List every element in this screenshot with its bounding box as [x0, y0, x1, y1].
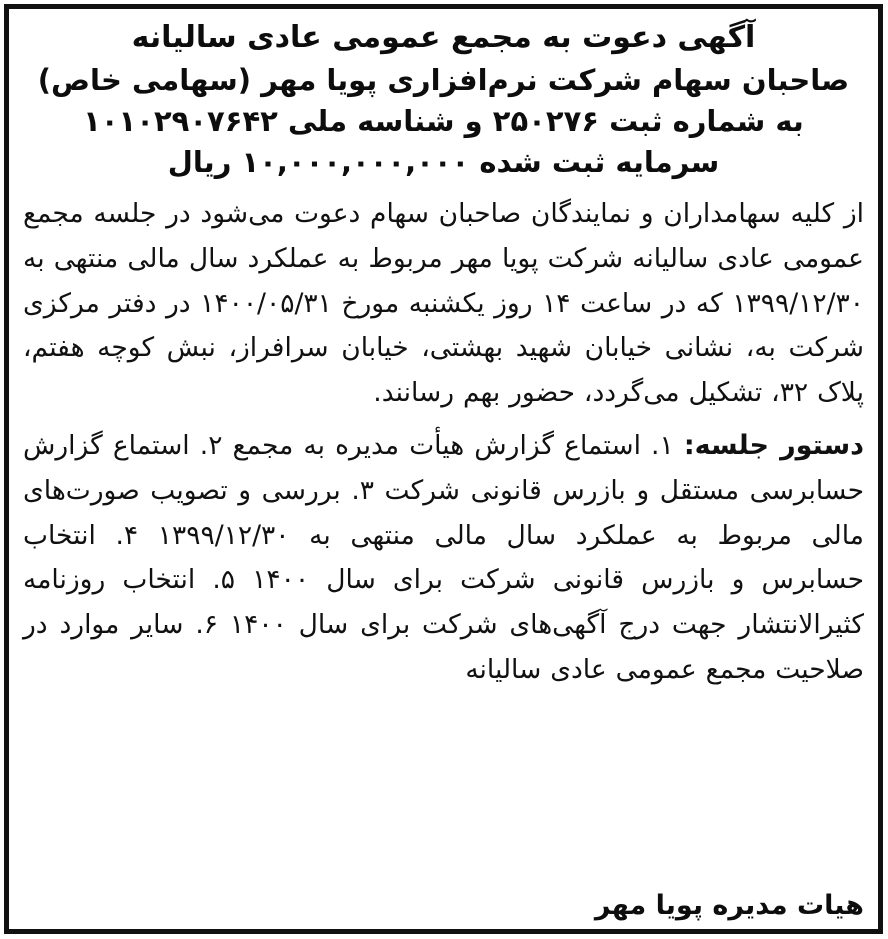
notice-border-frame	[4, 4, 883, 934]
layout-spacer	[23, 693, 864, 882]
heading-line-company: صاحبان سهام شرکت نرم‌افزاری پویا مهر (سهامی خاص)	[37, 62, 850, 97]
signature-board-of-directors: هیات مدیره پویا مهر	[594, 889, 864, 921]
agenda-label: دستور جلسه:	[683, 430, 864, 462]
notice-body	[23, 192, 864, 693]
agenda-paragraph	[23, 423, 864, 693]
heading-line-capital: سرمایه ثبت شده ۱۰,۰۰۰,۰۰۰,۰۰۰ ریال	[167, 144, 720, 179]
signature-row	[23, 888, 864, 923]
heading-line-title: آگهی دعوت به مجمع عمومی عادی سالیانه	[131, 20, 756, 55]
invitation-paragraph: از کلیه سهامداران و نمایندگان صاحبان سهام دعوت می‌شود در جلسه مجمع عمومی عادی سالیانه شرکت پویا مهر مربوط به عملکرد سال مالی منتهی به ۱۳۹۹/۱۲/۳۰ که در ساعت ۱۴ روز یکشنبه مورخ ۱۴۰۰/۰۵/۳۱ در دفتر مرکزی شرکت به، نشانی خیابان شهید بهشتی، خیابان سرافراز، نبش کوچه هفتم، پلاک ۳۲، تشکیل می‌گردد، حضور بهم رسانند.	[23, 198, 864, 409]
heading-line-registration: به شماره ثبت ۲۵۰۲۷۶ و شناسه ملی ۱۰۱۰۲۹۰۷۶۴۲	[83, 103, 804, 138]
notice-heading-block	[23, 15, 864, 183]
agenda-items-text: ۱. استماع گزارش هیأت مدیره به مجمع ۲. استماع گزارش حسابرسی مستقل و بازرس قانونی شرکت ۳. بررسی و تصویب صورت‌های مالی مربوط به عملکرد سال مالی منتهی به ۱۳۹۹/۱۲/۳۰ ۴. انتخاب حسابرس و بازرس قانونی شرکت برای سال ۱۴۰۰ ۵. انتخاب روزنامه کثیرالانتشار جهت درج آگهی‌های شرکت برای سال ۱۴۰۰ ۶. سایر موارد در صلاحیت مجمع عمومی عادی سالیانه	[23, 430, 865, 685]
